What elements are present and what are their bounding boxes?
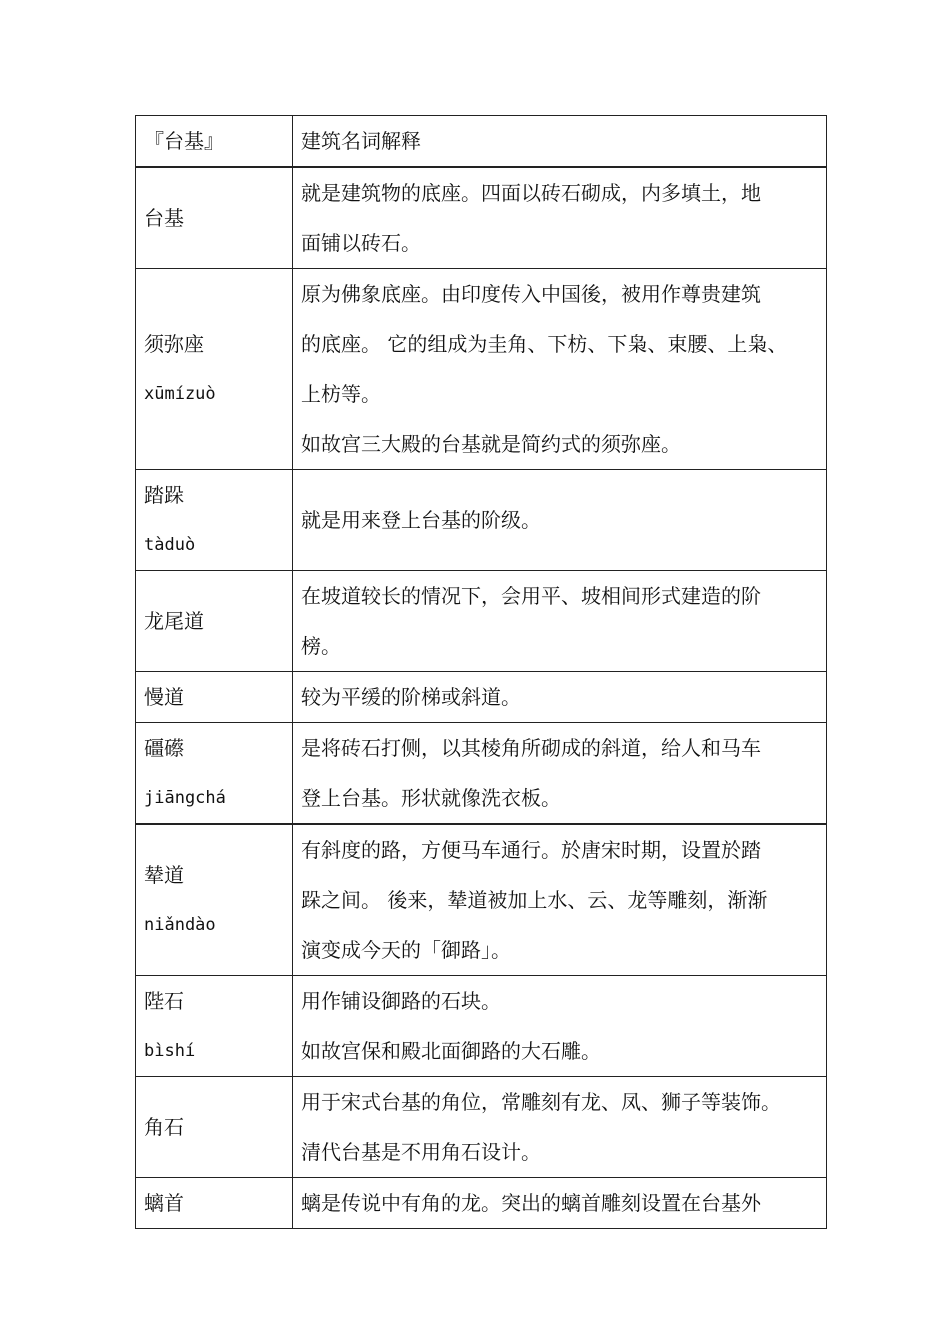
term-label: 角石: [144, 1115, 184, 1139]
term-label: 龙尾道: [144, 609, 204, 633]
definition-line: 用于宋式台基的角位，常雕刻有龙、凤、狮子等装饰。: [301, 1090, 781, 1114]
definition-line: 面铺以砖石。: [301, 231, 421, 255]
table-header-row: [136, 116, 827, 168]
term-cell: [136, 976, 293, 1077]
definition-line: 如故宫保和殿北面御路的大石雕。: [301, 1039, 601, 1063]
definition-line: 跺之间。 後来，辇道被加上水、云、龙等雕刻，渐渐: [301, 888, 768, 912]
term-label: 辇道: [144, 863, 184, 887]
header-definition: 建筑名词解释: [301, 129, 421, 153]
table-row: [136, 470, 827, 571]
term-cell: [136, 571, 293, 672]
definition-cell: [293, 976, 827, 1077]
term-cell: [136, 470, 293, 571]
table-row: [136, 269, 827, 470]
term-pinyin: niǎndào: [144, 915, 216, 935]
definition-line: 较为平缓的阶梯或斜道。: [301, 685, 521, 709]
definition-line: 原为佛象底座。由印度传入中国後，被用作尊贵建筑: [301, 282, 761, 306]
table-row: [136, 824, 827, 976]
term-pinyin: xūmízuò: [144, 384, 216, 404]
term-cell: [136, 1178, 293, 1229]
table-row: [136, 976, 827, 1077]
header-term: 『台基』: [144, 129, 224, 153]
definition-line: 登上台基。形状就像洗衣板。: [301, 786, 561, 810]
term-label: 台基: [144, 206, 184, 230]
definition-line: 就是用来登上台基的阶级。: [301, 508, 541, 532]
definition-line: 榜。: [301, 634, 341, 658]
term-label: 螭首: [144, 1191, 184, 1215]
table-row: [136, 1178, 827, 1229]
definition-line: 用作铺设御路的石块。: [301, 989, 501, 1013]
term-label: 慢道: [144, 685, 184, 709]
term-pinyin: tàduò: [144, 535, 196, 555]
definition-line: 螭是传说中有角的龙。突出的螭首雕刻设置在台基外: [301, 1191, 761, 1215]
definition-line: 有斜度的路，方便马车通行。於唐宋时期，设置於踏: [301, 838, 761, 862]
definition-cell: [293, 571, 827, 672]
term-cell: [136, 269, 293, 470]
definition-cell: [293, 269, 827, 470]
header-definition-cell: [293, 116, 827, 168]
definition-cell: [293, 824, 827, 976]
definition-line: 如故宫三大殿的台基就是简约式的须弥座。: [301, 432, 681, 456]
term-label: 踏跺: [144, 483, 184, 507]
table-row: [136, 723, 827, 825]
definition-line: 上枋等。: [301, 382, 381, 406]
table-row: [136, 672, 827, 723]
term-pinyin: bìshí: [144, 1041, 196, 1061]
definition-cell: [293, 167, 827, 269]
definition-cell: [293, 470, 827, 571]
header-term-cell: [136, 116, 293, 168]
term-cell: [136, 824, 293, 976]
definition-line: 演变成今天的「御路」。: [301, 938, 511, 962]
term-cell: [136, 1077, 293, 1178]
term-cell: [136, 167, 293, 269]
term-pinyin: jiāngchá: [144, 788, 226, 808]
definition-line: 就是建筑物的底座。四面以砖石砌成，内多填土，地: [301, 181, 761, 205]
definition-line: 在坡道较长的情况下，会用平、坡相间形式建造的阶: [301, 584, 761, 608]
definition-cell: [293, 1178, 827, 1229]
table-row: [136, 571, 827, 672]
term-cell: [136, 672, 293, 723]
term-label: 陛石: [144, 989, 184, 1013]
term-label: 须弥座: [144, 332, 204, 356]
table-row: [136, 167, 827, 269]
definition-cell: [293, 672, 827, 723]
architecture-glossary-table: [135, 115, 827, 1229]
definition-cell: [293, 723, 827, 825]
term-cell: [136, 723, 293, 825]
term-label: 礓礤: [144, 736, 184, 760]
table-row: [136, 1077, 827, 1178]
definition-cell: [293, 1077, 827, 1178]
definition-line: 的底座。 它的组成为圭角、下枋、下枭、束腰、上枭、: [301, 332, 788, 356]
definition-line: 清代台基是不用角石设计。: [301, 1140, 541, 1164]
definition-line: 是将砖石打侧，以其棱角所砌成的斜道，给人和马车: [301, 736, 761, 760]
